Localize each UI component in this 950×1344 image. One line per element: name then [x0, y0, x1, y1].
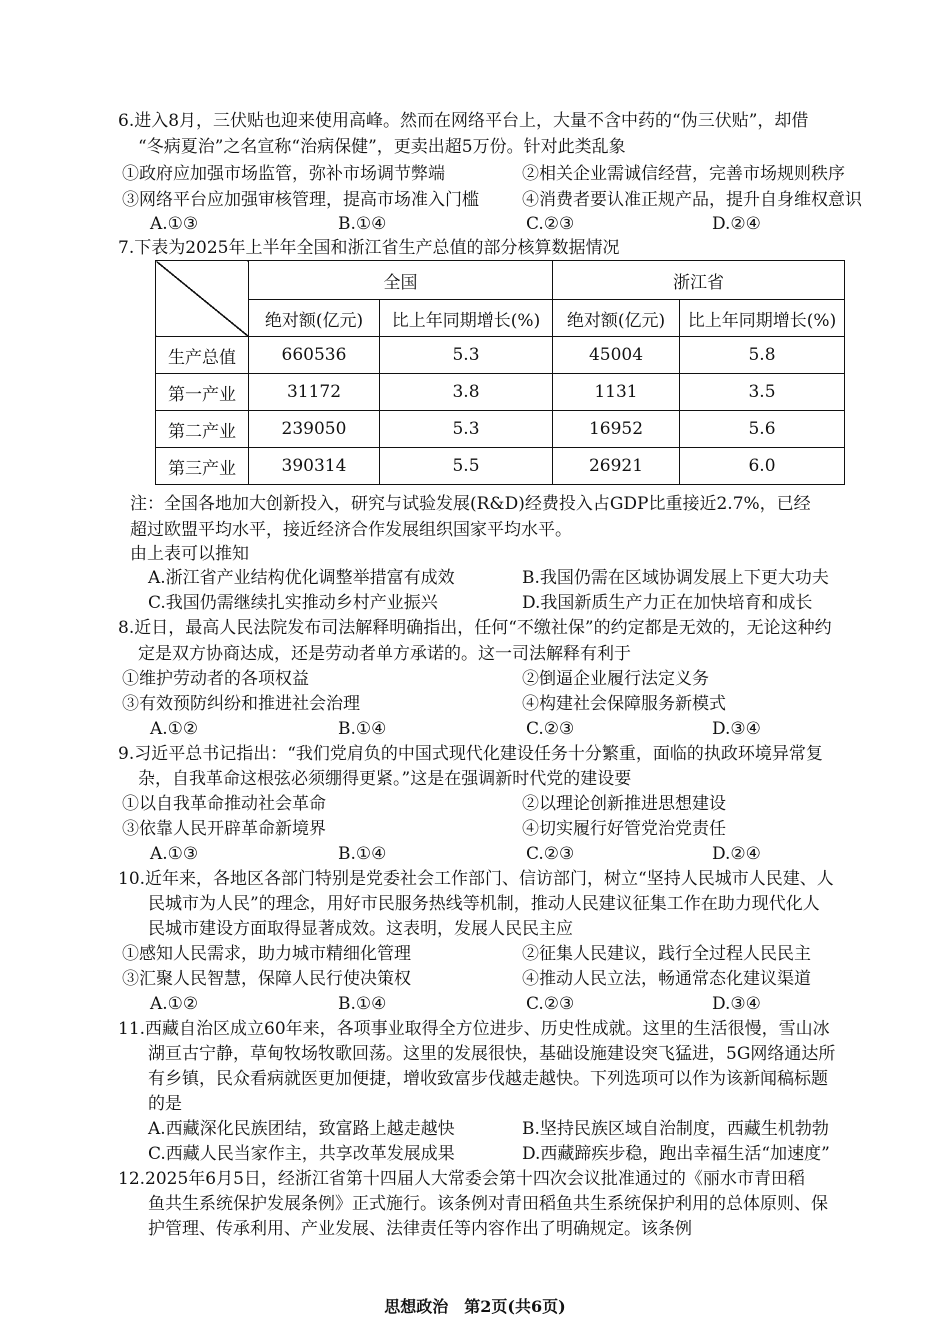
q9-stem-line: 9.习近平总书记指出：“我们党肩负的中国式现代化建设任务十分繁重，面临的执政环境异常复: [118, 744, 823, 764]
q8-item: ③有效预防纠纷和推进社会治理: [122, 694, 360, 714]
row-label: 生产总值: [156, 337, 249, 374]
table-cell: 3.8: [380, 374, 553, 411]
q8-stem-line: 定是双方协商达成，还是劳动者单方承诺的。这一司法解释有利于: [138, 644, 631, 664]
table-group-header: 全国: [249, 261, 553, 300]
table-cell: 1131: [553, 374, 680, 411]
q7-option[interactable]: D.我国新质生产力正在加快培育和成长: [522, 593, 813, 613]
q8-choice[interactable]: B.①④: [338, 719, 387, 739]
q11-option[interactable]: D.西藏蹄疾步稳，跑出幸福生活“加速度”: [522, 1144, 830, 1164]
q11-stem-line: 湖亘古宁静，草甸牧场牧歌回荡。这里的发展很快，基础设施建设突飞猛进，5G网络通达所: [148, 1044, 836, 1064]
q6-item: ②相关企业需诚信经营，完善市场规则秩序: [522, 164, 845, 184]
q8-choice[interactable]: C.②③: [526, 719, 575, 739]
q12-stem-line: 护管理、传承利用、产业发展、法律责任等内容作出了明确规定。该条例: [148, 1219, 692, 1239]
q11-stem-line: 有乡镇，民众看病就医更加便捷，增收致富步伐越走越快。下列选项可以作为该新闻稿标题: [148, 1069, 828, 1089]
q10-stem-line: 民城市为人民”的理念，用好市民服务热线等机制，推动人民建议征集工作在助力现代化人: [148, 894, 820, 914]
q7-note-line: 超过欧盟平均水平，接近经济合作发展组织国家平均水平。: [130, 520, 572, 540]
q7-note-line: 注：全国各地加大创新投入，研究与试验发展(R&D)经费投入占GDP比重接近2.7%，已经: [130, 494, 811, 514]
table-sub-header: 比上年同期增长(%): [380, 300, 553, 337]
table-cell: 26921: [553, 448, 680, 485]
q12-stem-line: 12.2025年6月5日，经浙江省第十四届人大常委会第十四次会议批准通过的《丽水市青田稻: [118, 1169, 805, 1189]
q7-option[interactable]: B.我国仍需在区域协调发展上下更大功夫: [522, 568, 829, 588]
table-cell: 45004: [553, 337, 680, 374]
q9-choice[interactable]: C.②③: [526, 844, 575, 864]
table-cell: 5.5: [380, 448, 553, 485]
table-row: [156, 411, 845, 448]
q11-stem-line: 的是: [148, 1094, 182, 1114]
q6-stem-line: “冬病夏治”之名宣称“治病保健”，更卖出超5万份。针对此类乱象: [138, 137, 626, 157]
q6-item: ③网络平台应加强审核管理，提高市场准入门槛: [122, 190, 479, 210]
q7-stem: 7.下表为2025年上半年全国和浙江省生产总值的部分核算数据情况: [118, 238, 620, 258]
table-corner-cell: [156, 261, 249, 337]
q7-lead: 由上表可以推知: [130, 544, 249, 564]
table-cell: 5.8: [680, 337, 845, 374]
table-cell: 6.0: [680, 448, 845, 485]
q9-choice[interactable]: D.②④: [712, 844, 761, 864]
q11-option[interactable]: B.坚持民族区域自治制度，西藏生机勃勃: [522, 1119, 829, 1139]
table-sub-header: 绝对额(亿元): [553, 300, 680, 337]
q10-item: ④推动人民立法，畅通常态化建议渠道: [522, 969, 811, 989]
page-footer: 思想政治 第2页(共6页): [384, 1297, 566, 1316]
q9-item: ①以自我革命推动社会革命: [122, 794, 326, 814]
table-cell: 5.3: [380, 411, 553, 448]
q10-item: ①感知人民需求，助力城市精细化管理: [122, 944, 411, 964]
q7-option[interactable]: C.我国仍需继续扎实推动乡村产业振兴: [148, 593, 438, 613]
q12-stem-line: 鱼共生系统保护发展条例》正式施行。该条例对青田稻鱼共生系统保护利用的总体原则、保: [148, 1194, 828, 1214]
table-cell: 239050: [249, 411, 380, 448]
q9-item: ②以理论创新推进思想建设: [522, 794, 726, 814]
q9-item: ③依靠人民开辟革命新境界: [122, 819, 326, 839]
table-cell: 5.3: [380, 337, 553, 374]
q11-option[interactable]: A.西藏深化民族团结，致富路上越走越快: [148, 1119, 455, 1139]
q6-stem-line: 6.进入8月，三伏贴也迎来使用高峰。然而在网络平台上，大量不含中药的“伪三伏贴”，却借: [118, 111, 809, 131]
q8-choice[interactable]: A.①②: [150, 719, 199, 739]
q9-item: ④切实履行好管党治党责任: [522, 819, 726, 839]
table-group-header: 浙江省: [553, 261, 845, 300]
table-cell: 390314: [249, 448, 380, 485]
table-cell: 31172: [249, 374, 380, 411]
q11-option[interactable]: C.西藏人民当家作主，共享改革发展成果: [148, 1144, 455, 1164]
q9-stem-line: 杂，自我革命这根弦必须绷得更紧。”这是在强调新时代党的建设要: [138, 769, 632, 789]
row-label: 第二产业: [156, 411, 249, 448]
q7-option[interactable]: A.浙江省产业结构优化调整举措富有成效: [148, 568, 455, 588]
q10-item: ②征集人民建议，践行全过程人民民主: [522, 944, 811, 964]
q8-stem-line: 8.近日，最高人民法院发布司法解释明确指出，任何“不缴社保”的约定都是无效的，无论这种约: [118, 618, 832, 638]
table-cell: 660536: [249, 337, 380, 374]
q10-choice[interactable]: A.①②: [150, 994, 199, 1014]
row-label: 第三产业: [156, 448, 249, 485]
table-sub-header: 比上年同期增长(%): [680, 300, 845, 337]
q10-stem-line: 民城市建设方面取得显著成效。这表明，发展人民民主应: [148, 919, 573, 939]
q8-item: ①维护劳动者的各项权益: [122, 669, 309, 689]
q10-item: ③汇聚人民智慧，保障人民行使决策权: [122, 969, 411, 989]
q6-choice[interactable]: A.①③: [150, 214, 199, 234]
q6-item: ①政府应加强市场监管，弥补市场调节弊端: [122, 164, 445, 184]
q8-item: ②倒逼企业履行法定义务: [522, 669, 709, 689]
table-sub-header: 绝对额(亿元): [249, 300, 380, 337]
table-row: [156, 448, 845, 485]
q8-item: ④构建社会保障服务新模式: [522, 694, 726, 714]
gdp-table: [155, 260, 845, 485]
table-row: [156, 337, 845, 374]
q10-choice[interactable]: B.①④: [338, 994, 387, 1014]
q11-stem-line: 11.西藏自治区成立60年来，各项事业取得全方位进步、历史性成就。这里的生活很慢，雪山冰: [118, 1019, 830, 1039]
table-row: [156, 374, 845, 411]
q6-choice[interactable]: C.②③: [526, 214, 575, 234]
table-cell: 5.6: [680, 411, 845, 448]
q6-choice[interactable]: D.②④: [712, 214, 761, 234]
q6-choice[interactable]: B.①④: [338, 214, 387, 234]
q9-choice[interactable]: B.①④: [338, 844, 387, 864]
table-cell: 16952: [553, 411, 680, 448]
q10-stem-line: 10.近年来，各地区各部门特别是党委社会工作部门、信访部门，树立“坚持人民城市人民建、人: [118, 869, 834, 889]
q10-choice[interactable]: C.②③: [526, 994, 575, 1014]
q10-choice[interactable]: D.③④: [712, 994, 761, 1014]
table-cell: 3.5: [680, 374, 845, 411]
row-label: 第一产业: [156, 374, 249, 411]
q8-choice[interactable]: D.③④: [712, 719, 761, 739]
q9-choice[interactable]: A.①③: [150, 844, 199, 864]
q6-item: ④消费者要认准正规产品，提升自身维权意识: [522, 190, 862, 210]
